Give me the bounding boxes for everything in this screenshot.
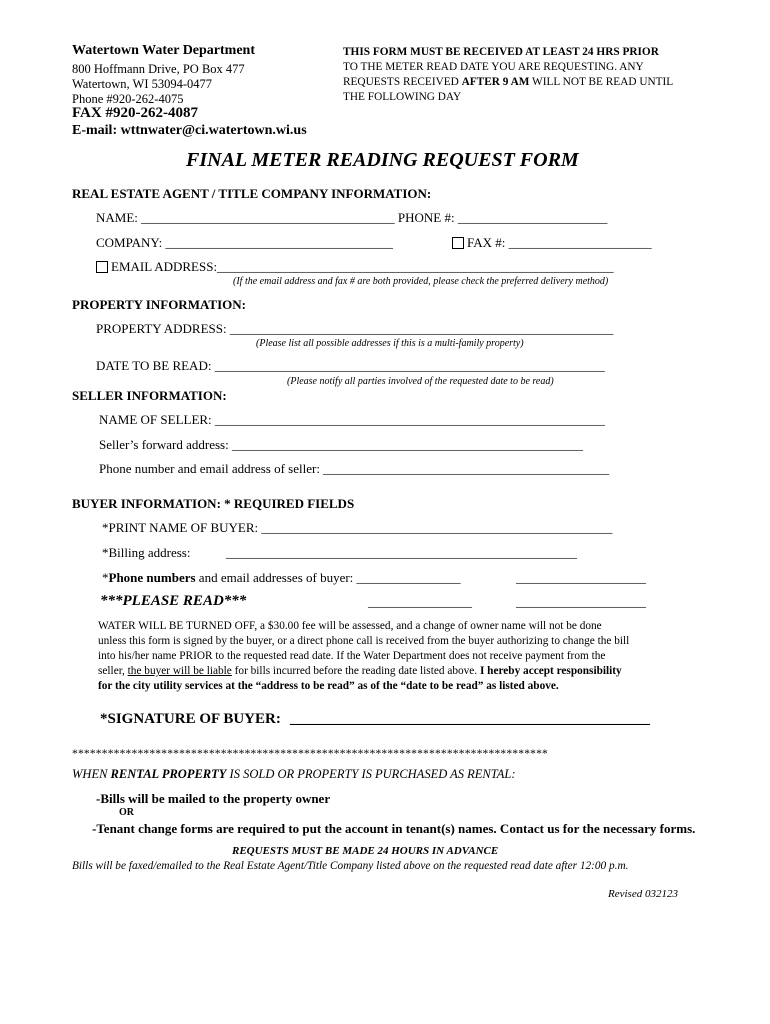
agent-name-field[interactable]: NAME: _______________________________________ PHONE #: _______________________ [96, 210, 608, 225]
billing-address-label: *Billing address: [102, 545, 191, 560]
notice-line-2: TO THE METER READ DATE YOU ARE REQUESTING. ANY [343, 61, 644, 73]
agent-company-field[interactable]: COMPANY: ___________________________________ [96, 235, 393, 250]
terms-line-3: into his/her name PRIOR to the requested read date. If the Water Department does not receive payment from the [98, 650, 606, 662]
accept-responsibility-text: I hereby accept responsibility [479, 665, 622, 677]
phone-number: Phone #920-262-4075 [72, 92, 184, 106]
address-line-2: Watertown, WI 53094-0477 [72, 77, 213, 91]
faxed-notice-text: Bills will be faxed/emailed to the Real Estate Agent/Title Company listed above on the requested read date after 12:00 p.m. [72, 860, 629, 872]
address-line-1: 800 Hoffmann Drive, PO Box 477 [72, 62, 245, 76]
phone-numbers-label: Phone numbers [108, 570, 196, 585]
or-text: OR [119, 807, 134, 818]
agent-email-row [96, 259, 614, 275]
signature-field[interactable]: ________________________________________________ [290, 711, 650, 727]
seller-name-field[interactable]: NAME OF SELLER: ____________________________________________________________ [99, 412, 605, 427]
fax-number: FAX #920-262-4087 [72, 105, 198, 121]
terms-text: for bills incurred before the reading date listed above. [231, 665, 480, 677]
billing-address-field[interactable]: ______________________________________________________ [226, 545, 577, 560]
fax-checkbox[interactable] [452, 237, 464, 249]
buyer-heading: BUYER INFORMATION: * REQUIRED FIELDS [72, 496, 355, 511]
agent-fax-row [452, 235, 652, 251]
terms-line-4 [98, 664, 622, 679]
date-note: (Please notify all parties involved of the requested date to be read) [287, 376, 554, 387]
rental-property-text: RENTAL PROPERTY [110, 767, 227, 781]
agent-fax-field[interactable]: FAX #: ______________________ [467, 235, 652, 250]
notice-text: REQUESTS RECEIVED [343, 76, 462, 88]
buyer-name-field[interactable]: *PRINT NAME OF BUYER: ______________________________________________________ [102, 520, 613, 535]
terms-text: seller, [98, 665, 128, 677]
revision-label: Revised 032123 [608, 888, 678, 900]
required-mark: * [102, 570, 109, 585]
seller-forward-address-field[interactable]: Seller’s forward address: ______________________________________________________ [99, 437, 583, 452]
seller-phone-email-field[interactable]: Phone number and email address of seller: ____________________________________________ [99, 461, 610, 476]
please-read-line-1[interactable]: ________________ [368, 594, 472, 609]
property-heading: PROPERTY INFORMATION: [72, 297, 246, 312]
rental-heading [72, 767, 516, 782]
notice-line-4: THE FOLLOWING DAY [343, 91, 462, 103]
agent-email-field[interactable]: EMAIL ADDRESS:_____________________________________________________________ [111, 259, 614, 274]
delivery-method-note: (If the email address and fax # are both provided, please check the preferred delivery method) [233, 276, 609, 287]
buyer-liable-text: the buyer will be liable [127, 665, 232, 677]
notice-line-1: THIS FORM MUST BE RECEIVED AT LEAST 24 HRS PRIOR [343, 46, 659, 58]
property-address-field[interactable]: PROPERTY ADDRESS: ___________________________________________________________ [96, 321, 614, 336]
rental-text: IS SOLD OR PROPERTY IS PURCHASED AS RENTAL: [226, 767, 516, 781]
notice-line-3 [343, 75, 673, 91]
divider-stars: ******************************************************************************** [72, 748, 548, 760]
terms-line-1: WATER WILL BE TURNED OFF, a $30.00 fee will be assessed, and a change of owner name will not be done [98, 620, 602, 632]
email-address: E-mail: wttnwater@ci.watertown.wi.us [72, 123, 307, 138]
property-address-note: (Please list all possible addresses if this is a multi-family property) [256, 338, 524, 349]
notice-emphasis: AFTER 9 AM [461, 76, 530, 88]
terms-line-5: for the city utility services at the “address to be read” as of the “date to be read” as listed above. [98, 680, 559, 692]
form-title: FINAL METER READING REQUEST FORM [186, 149, 579, 171]
notice-text: WILL NOT BE READ UNTIL [529, 76, 674, 88]
department-name: Watertown Water Department [72, 43, 255, 58]
terms-line-2: unless this form is signed by the buyer, or a direct phone call is received from the buyer authorizing to change the bill [98, 635, 630, 647]
tenant-forms-text: -Tenant change forms are required to put the account in tenant(s) names. Contact us for the necessary forms. [92, 821, 696, 836]
signature-label: *SIGNATURE OF BUYER: [100, 711, 281, 727]
buyer-phone-email-field-2[interactable]: ____________________ [516, 570, 646, 585]
buyer-phone-email-field[interactable] [102, 570, 461, 586]
bills-mailed-text: -Bills will be mailed to the property owner [96, 791, 331, 806]
email-checkbox[interactable] [96, 261, 108, 273]
agent-heading: REAL ESTATE AGENT / TITLE COMPANY INFORMATION: [72, 186, 432, 201]
phone-line: and email addresses of buyer: ________________ [195, 570, 461, 585]
please-read-line-2[interactable]: ____________________ [516, 594, 646, 609]
advance-notice-text: REQUESTS MUST BE MADE 24 HOURS IN ADVANCE [232, 845, 499, 857]
rental-text: WHEN [72, 767, 111, 781]
seller-heading: SELLER INFORMATION: [72, 388, 227, 403]
date-to-be-read-field[interactable]: DATE TO BE READ: ____________________________________________________________ [96, 358, 605, 373]
please-read-label: ***PLEASE READ*** [100, 593, 247, 609]
